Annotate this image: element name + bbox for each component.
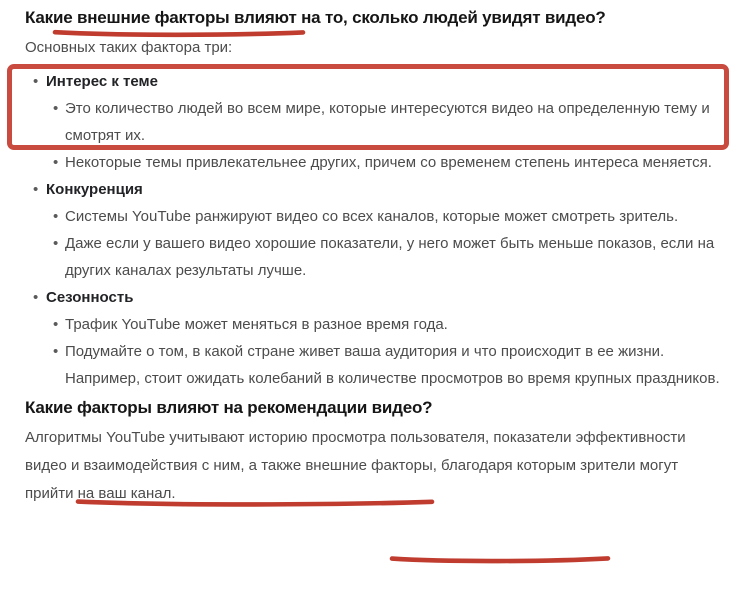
factor-item-interest bbox=[25, 68, 728, 176]
factor-title: • Интерес к теме bbox=[25, 68, 728, 95]
factor-point: • Трафик YouTube может меняться в разное время года. bbox=[25, 311, 728, 338]
article-body bbox=[25, 6, 728, 508]
factor-points bbox=[25, 95, 728, 176]
red-underline-stroke bbox=[392, 558, 608, 561]
recommendations-paragraph: Алгоритмы YouTube учитывают историю просмотра пользователя, показатели эффективности видео и взаимодействия с ним, а также внешние факторы, благодаря которым зрители могут прийти на ваш канал. bbox=[25, 429, 686, 502]
factor-point: • Даже если у вашего видео хорошие показатели, у него может быть меньше показов, если на других каналах результаты лучше. bbox=[25, 230, 728, 284]
factor-list bbox=[25, 68, 728, 392]
factor-title: • Сезонность bbox=[25, 284, 728, 311]
factor-item-seasonality bbox=[25, 284, 728, 392]
factor-item-competition bbox=[25, 176, 728, 284]
heading-external-factors: Какие внешние факторы влияют на то, сколько людей увидят видео? bbox=[25, 8, 606, 27]
intro-text: Основных таких фактора три: bbox=[25, 39, 233, 56]
factor-points bbox=[25, 203, 728, 284]
factor-points bbox=[25, 311, 728, 392]
factor-point: • Некоторые темы привлекательнее других, причем со временем степень интереса меняется. bbox=[25, 149, 728, 176]
factor-point: • Системы YouTube ранжируют видео со всех каналов, которые может смотреть зритель. bbox=[25, 203, 728, 230]
heading-recommendation-factors: Какие факторы влияют на рекомендации видео? bbox=[25, 398, 433, 417]
red-underline-paragraph-annotation bbox=[389, 554, 611, 565]
factor-point: • Подумайте о том, в какой стране живет ваша аудитория и что происходит в ее жизни. Например, стоит ожидать колебаний в количестве просмотров во время крупных праздников. bbox=[25, 338, 728, 392]
factor-point: • Это количество людей во всем мире, которые интересуются видео на определенную тему и смотрят их. bbox=[25, 95, 728, 149]
factor-title: • Конкуренция bbox=[25, 176, 728, 203]
